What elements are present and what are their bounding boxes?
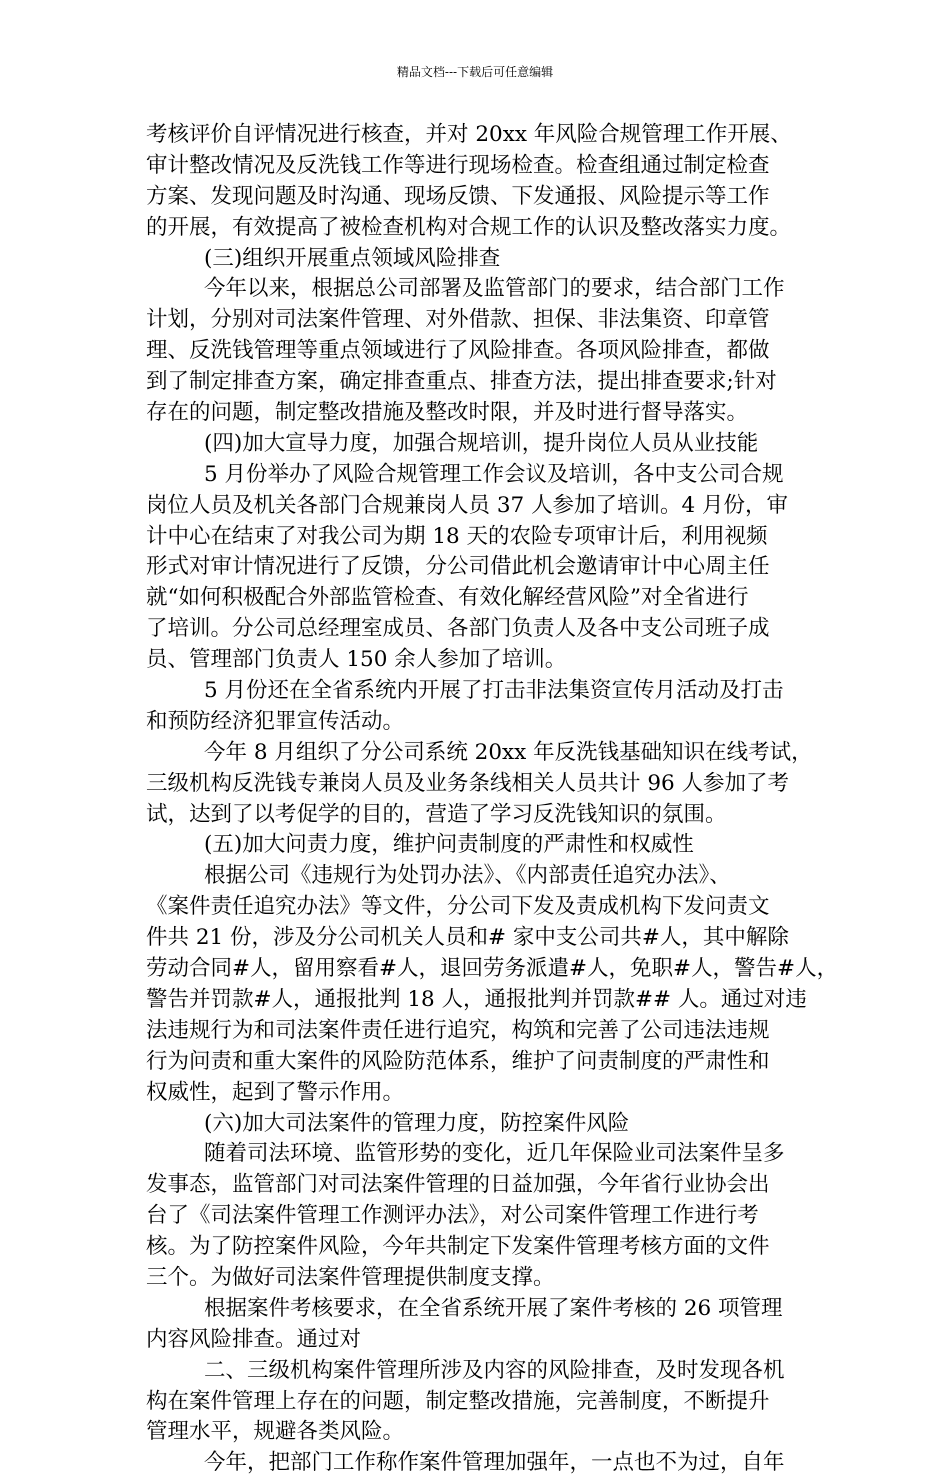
text-line: 的开展，有效提高了被检查机构对合规工作的认识及整改落实力度。 (146, 214, 792, 240)
text-line: 三级机构反洗钱专兼岗人员及业务条线相关人员共计 96 人参加了考 (146, 770, 790, 796)
text-line: 内容风险排查。通过对 (146, 1326, 362, 1352)
text-line: 就“如何积极配合外部监管检查、有效化解经营风险”对全省进行 (146, 585, 749, 611)
text-line: 权威性，起到了警示作用。 (146, 1079, 405, 1105)
text-line: 管理水平，规避各类风险。 (146, 1419, 405, 1445)
text-line: 二、三级机构案件管理所涉及内容的风险排查，及时发现各机 (204, 1357, 785, 1383)
text-line: 岗位人员及机关各部门合规兼岗人员 37 人参加了培训。4 月份，审 (146, 492, 789, 518)
text-line: 了培训。分公司总经理室成员、各部门负责人及各中支公司班子成 (146, 616, 770, 642)
text-line: 三个。为做好司法案件管理提供制度支撑。 (146, 1264, 555, 1290)
text-line: 5 月份举办了风险合规管理工作会议及培训，各中支公司合规 (204, 461, 784, 487)
text-line: 员、管理部门负责人 150 余人参加了培训。 (146, 647, 567, 673)
text-line: (五)加大问责力度，维护问责制度的严肃性和权威性 (204, 832, 694, 858)
text-line: 今年以来，根据总公司部署及监管部门的要求，结合部门工作 (204, 276, 785, 302)
text-line: (六)加大司法案件的管理力度，防控案件风险 (204, 1110, 630, 1136)
text-line: 到了制定排查方案，确定排查重点、排查方法，提出排查要求;针对 (146, 369, 777, 395)
text-line: 劳动合同#人，留用察看#人，退回劳务派遣#人，免职#人，警告#人， (146, 956, 839, 982)
document-body (146, 120, 839, 1479)
text-line: 5 月份还在全省系统内开展了打击非法集资宣传月活动及打击 (204, 678, 784, 704)
text-line: 发事态，监管部门对司法案件管理的日益加强，今年省行业协会出 (146, 1172, 770, 1198)
text-line: 考核评价自评情况进行核查，并对 20xx 年风险合规管理工作开展、 (146, 122, 792, 147)
page-header: 精品文档---下载后可任意编辑 (396, 65, 554, 79)
text-line: 《案件责任追究办法》等文件，分公司下发及责成机构下发问责文 (146, 894, 770, 920)
text-line: 形式对审计情况进行了反馈，分公司借此机会邀请审计中心周主任 (146, 554, 770, 580)
text-line: 理、反洗钱管理等重点领域进行了风险排查。各项风险排查，都做 (146, 338, 770, 364)
text-line: 随着司法环境、监管形势的变化，近几年保险业司法案件呈多 (204, 1141, 785, 1167)
text-line: 行为问责和重大案件的风险防范体系，维护了问责制度的严肃性和 (146, 1048, 770, 1074)
text-line: 方案、发现问题及时沟通、现场反馈、下发通报、风险提示等工作 (146, 183, 770, 209)
text-line: 警告并罚款#人，通报批判 18 人，通报批判并罚款## 人。通过对违 (146, 986, 807, 1012)
text-line: 核。为了防控案件风险，今年共制定下发案件管理考核方面的文件 (146, 1234, 770, 1260)
text-line: 台了《司法案件管理工作测评办法》，对公司案件管理工作进行考 (146, 1203, 759, 1229)
text-line: 法违规行为和司法案件责任进行追究，构筑和完善了公司违法违规 (146, 1017, 770, 1043)
text-line: 件共 21 份，涉及分公司机关人员和# 家中支公司共#人，其中解除 (146, 925, 789, 951)
text-line: 根据案件考核要求，在全省系统开展了案件考核的 26 项管理 (204, 1295, 783, 1321)
text-line: 计划，分别对司法案件管理、对外借款、担保、非法集资、印章管 (146, 307, 770, 333)
text-line: 今年 8 月组织了分公司系统 20xx 年反洗钱基础知识在线考试， (204, 739, 813, 765)
text-line: (四)加大宣导力度，加强合规培训，提升岗位人员从业技能 (204, 430, 759, 456)
text-line: 今年，把部门工作称作案件管理加强年，一点也不为过，自年 (204, 1450, 785, 1476)
text-line: 和预防经济犯罪宣传活动。 (146, 708, 405, 734)
text-line: 计中心在结束了对我公司为期 18 天的农险专项审计后，利用视频 (146, 523, 768, 549)
text-line: (三)组织开展重点领域风险排查 (204, 245, 501, 271)
text-line: 根据公司《违规行为处罚办法》、《内部责任追究办法》、 (204, 863, 731, 889)
text-line: 试，达到了以考促学的目的，营造了学习反洗钱知识的氛围。 (146, 801, 727, 827)
text-line: 构在案件管理上存在的问题，制定整改措施，完善制度，不断提升 (146, 1388, 770, 1414)
text-line: 审计整改情况及反洗钱工作等进行现场检查。检查组通过制定检查 (146, 152, 770, 178)
text-line: 存在的问题，制定整改措施及整改时限，并及时进行督导落实。 (146, 400, 749, 426)
